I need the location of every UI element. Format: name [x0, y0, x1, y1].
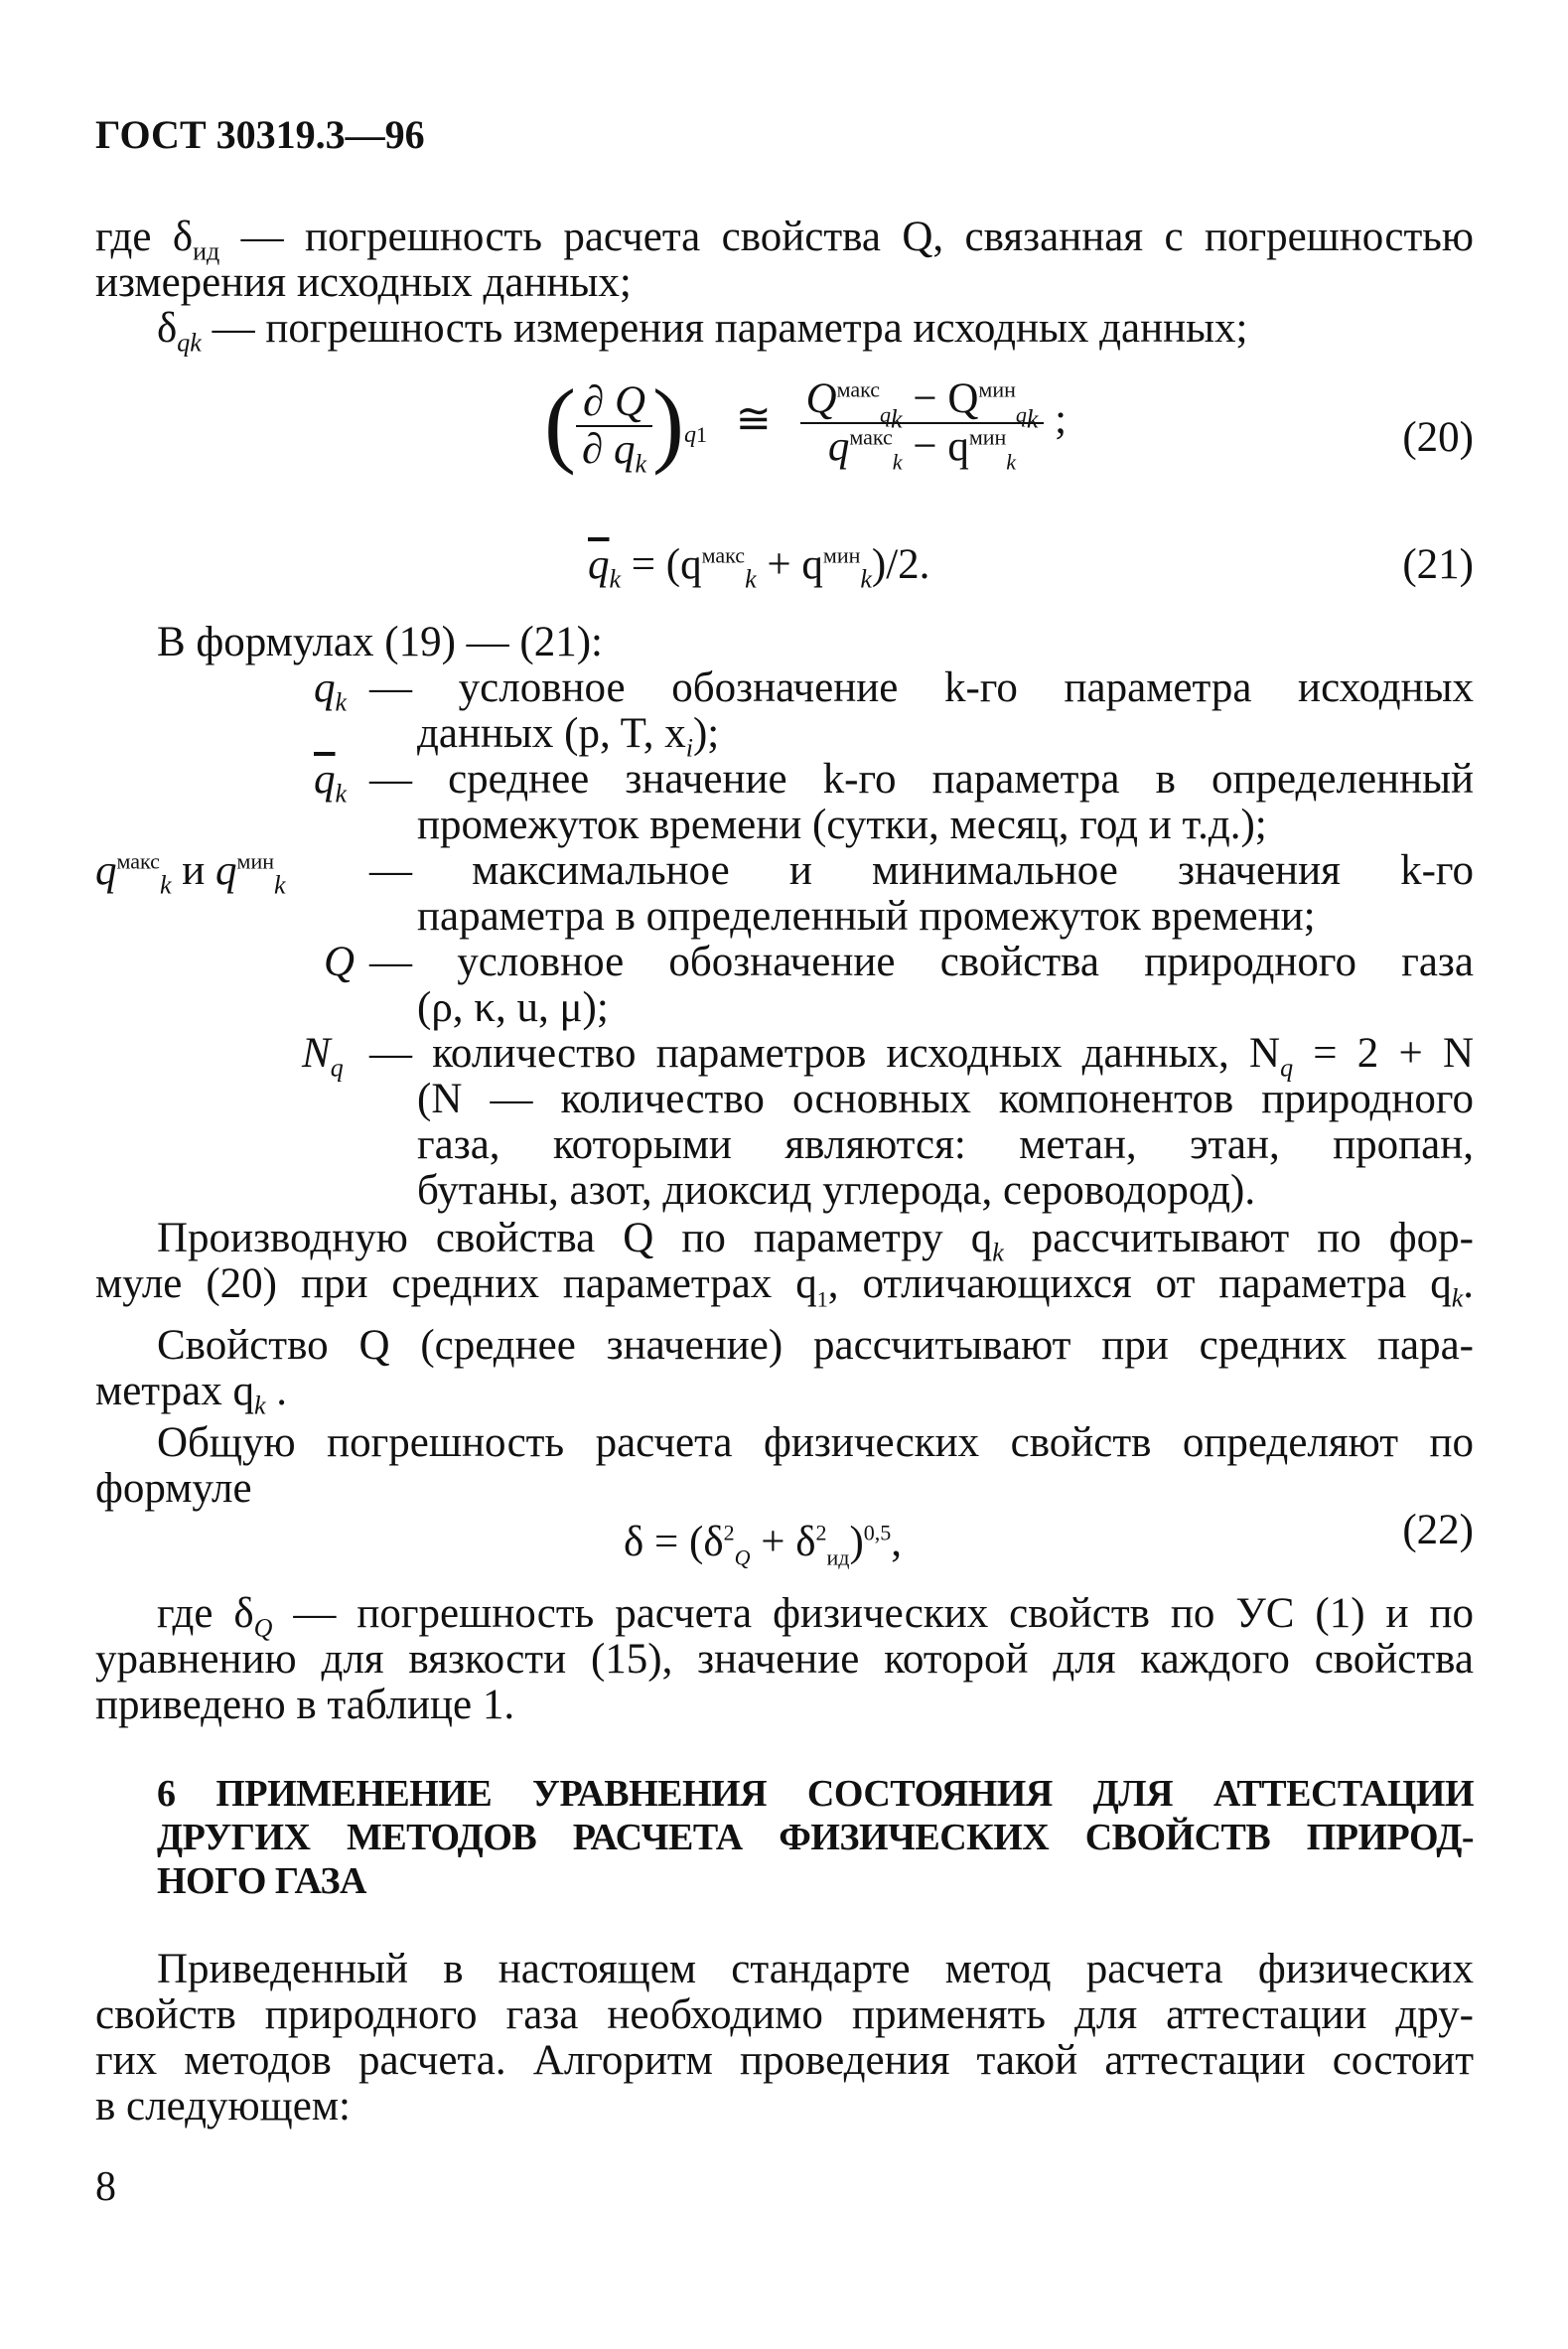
def-Nq-line-1: — количество параметров исходных данных, $N_q = 2 + N$: [369, 1030, 1474, 1083]
document-header: ГОСТ 30319.3—96: [95, 112, 425, 157]
section-6-heading-line-3: НОГО ГАЗА: [157, 1860, 366, 1902]
formula-21: $\overline{q}_k = (q^{макс}_k + q^{мин}_k)/2$.: [588, 541, 930, 594]
intro-line-3: $\delta_{qk}$ — погрешность измерения параметра исходных данных;: [157, 305, 1248, 358]
def-qbar-label: $\overline{q}_k$: [314, 756, 348, 808]
def-Nq-line-3: газа, которыми являются: метан, этан, пропан,: [417, 1121, 1474, 1168]
section-6-paragraph-line-2: свойств природного газа необходимо применять для аттестации дру-: [95, 1991, 1474, 2038]
def-Q-label: Q: [324, 939, 356, 985]
intro-line-1: где $\delta_{ид}$ — погрешность расчета свойства Q, связанная с погрешностью: [95, 214, 1474, 266]
def-qmax-label: $q^{макс}_k$ и $q^{мин}_k$: [95, 847, 286, 900]
page-number: 8: [95, 2164, 116, 2210]
def-Nq-line-2: (N — количество основных компонентов природного: [417, 1076, 1474, 1122]
def-Nq-line-4: бутаны, азот, диоксид углерода, сероводород).: [417, 1167, 1256, 1214]
def-qk-label: $q_k$: [314, 664, 348, 717]
section-6-heading-line-1: 6 ПРИМЕНЕНИЕ УРАВНЕНИЯ СОСТОЯНИЯ ДЛЯ АТТЕСТАЦИИ: [157, 1773, 1474, 1815]
formula-20: ( $\frac{\partial Q}{\partial q_k}$ )$_{q1}$ ≅ $\frac{Q^{макс}_{q_k} - Q^{мин}_{q_k}}{q^{макс}_k - q^{мин}_k}$ ;: [544, 369, 1068, 479]
paragraph-3-line-2: формуле: [95, 1465, 252, 1512]
def-qbar-line-1: — среднее значение k-го параметра в определенный: [369, 756, 1474, 803]
paragraph-2-line-2: метрах $q_k$ .: [95, 1368, 287, 1420]
paragraph-3-line-1: Общую погрешность расчета физических свойств определяют по: [157, 1419, 1474, 1466]
paragraph-1-line-1: Производную свойства Q по параметру $q_k$ рассчитывают по фор-: [157, 1215, 1474, 1267]
def-Q-line-2: (ρ, κ, u, μ);: [417, 984, 609, 1031]
equation-number-20: (20): [1402, 414, 1474, 461]
intro-line-2: измерения исходных данных;: [95, 259, 632, 306]
paragraph-1-line-2: муле (20) при средних параметрах $q_1$, отличающихся от параметра $q_k$.: [95, 1260, 1474, 1313]
paragraph-4-line-2: уравнению для вязкости (15), значение которой для каждого свойства: [95, 1636, 1474, 1683]
section-6-heading-line-2: ДРУГИХ МЕТОДОВ РАСЧЕТА ФИЗИЧЕСКИХ СВОЙСТВ ПРИРОД-: [157, 1817, 1474, 1858]
paragraph-4-line-3: приведено в таблице 1.: [95, 1682, 515, 1728]
equation-number-21: (21): [1402, 541, 1474, 588]
equation-number-22: (22): [1402, 1507, 1474, 1553]
section-6-paragraph-line-4: в следующем:: [95, 2083, 351, 2129]
paragraph-4-line-1: где $\delta_Q$ — погрешность расчета физических свойств по УС (1) и по: [157, 1590, 1474, 1643]
def-Q-line-1: — условное обозначение свойства природного газа: [369, 939, 1474, 985]
def-qbar-line-2: промежуток времени (сутки, месяц, год и т.д.);: [417, 802, 1267, 848]
def-qmax-line-1: — максимальное и минимальное значения k-го: [369, 847, 1474, 894]
def-Nq-label: $N_q$: [302, 1030, 344, 1083]
def-qk-line-1: — условное обозначение k-го параметра исходных: [369, 664, 1474, 711]
formula-22: $\delta = (\delta^2_Q + \delta^2_{ид})^{0,5}$,: [624, 1519, 903, 1570]
def-qmax-line-2: параметра в определенный промежуток времени;: [417, 893, 1316, 940]
def-qk-line-2: данных (p, T, $x_i$);: [417, 710, 720, 763]
section-6-paragraph-line-1: Приведенный в настоящем стандарте метод расчета физических: [157, 1946, 1474, 1992]
section-6-paragraph-line-3: гих методов расчета. Алгоритм проведения такой аттестации состоит: [95, 2037, 1474, 2084]
paragraph-2-line-1: Свойство Q (среднее значение) рассчитывают при средних пара-: [157, 1322, 1474, 1369]
definitions-intro: В формулах (19) — (21):: [157, 619, 603, 665]
